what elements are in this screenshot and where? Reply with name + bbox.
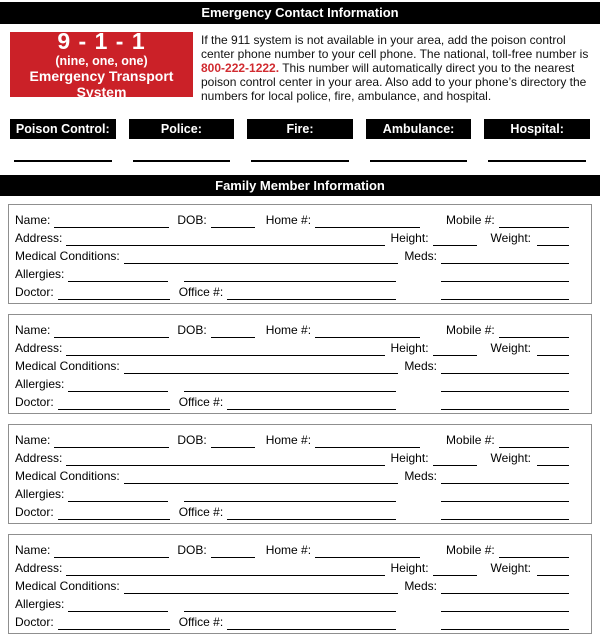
- doctor-label: Doctor:: [15, 615, 54, 629]
- dob-fill-line[interactable]: [211, 325, 255, 338]
- weight-label: Weight:: [490, 451, 531, 465]
- meds-fill-line[interactable]: [441, 581, 569, 594]
- contact-column-poison-control: [10, 119, 116, 162]
- intro-section: [10, 28, 590, 103]
- weight-fill-line[interactable]: [537, 563, 569, 576]
- name-fill-line[interactable]: [54, 215, 169, 228]
- allergies-overflow-fill-line[interactable]: [184, 599, 396, 612]
- home-phone-fill-line[interactable]: [315, 545, 420, 558]
- allergies-overflow-fill-line[interactable]: [184, 269, 396, 282]
- meds-overflow-fill-line-2[interactable]: [441, 287, 569, 300]
- office-phone-fill-line[interactable]: [227, 287, 396, 300]
- name-fill-line[interactable]: [54, 325, 169, 338]
- mobile-phone-label: Mobile #:: [446, 433, 495, 447]
- contact-column-hospital: [484, 119, 590, 162]
- family-member-card: [8, 204, 592, 304]
- allergies-label: Allergies:: [15, 597, 65, 611]
- mobile-phone-fill-line[interactable]: [499, 435, 569, 448]
- name-row: [15, 430, 585, 448]
- height-label: Height:: [390, 231, 429, 245]
- name-label: Name:: [15, 213, 51, 227]
- height-label: Height:: [390, 561, 429, 575]
- mobile-phone-fill-line[interactable]: [499, 325, 569, 338]
- weight-label: Weight:: [490, 341, 531, 355]
- meds-overflow-fill-line[interactable]: [441, 489, 569, 502]
- 911-number: 9 - 1 - 1: [57, 28, 146, 54]
- address-fill-line[interactable]: [66, 343, 384, 356]
- emergency-contacts-row: [10, 119, 590, 162]
- address-row: [15, 448, 585, 466]
- height-label: Height:: [390, 451, 429, 465]
- name-row: [15, 210, 585, 228]
- allergies-label: Allergies:: [15, 487, 65, 501]
- intro-text-before: If the 911 system is not available in your area, add the poison control center phone number to your cell phone. The national, toll-free number is: [201, 33, 589, 61]
- home-phone-label: Home #:: [265, 433, 312, 447]
- meds-overflow-fill-line-2[interactable]: [441, 617, 569, 630]
- office-phone-label: Office #:: [178, 615, 224, 629]
- emergency-contact-form: [0, 2, 600, 629]
- doctor-fill-line[interactable]: [58, 397, 170, 410]
- family-member-card: [8, 534, 592, 634]
- home-phone-fill-line[interactable]: [315, 325, 420, 338]
- doctor-label: Doctor:: [15, 505, 54, 519]
- medical-conditions-fill-line[interactable]: [124, 581, 399, 594]
- home-phone-label: Home #:: [265, 323, 312, 337]
- home-phone-label: Home #:: [265, 543, 312, 557]
- dob-label: DOB:: [177, 323, 207, 337]
- height-label: Height:: [390, 341, 429, 355]
- doctor-label: Doctor:: [15, 395, 54, 409]
- 911-number-words: (nine, one, one): [55, 54, 148, 68]
- doctor-row: [15, 502, 585, 520]
- office-phone-fill-line[interactable]: [227, 507, 396, 520]
- contact-fill-line-police[interactable]: [133, 160, 231, 162]
- contact-fill-line-poison-control[interactable]: [14, 160, 112, 162]
- dob-label: DOB:: [177, 213, 207, 227]
- medical-conditions-label: Medical Conditions:: [15, 469, 120, 483]
- header-title: Emergency Contact Information: [201, 5, 399, 20]
- meds-fill-line[interactable]: [441, 471, 569, 484]
- meds-overflow-fill-line-2[interactable]: [441, 507, 569, 520]
- meds-label: Meds:: [404, 579, 437, 593]
- mobile-phone-label: Mobile #:: [446, 323, 495, 337]
- allergies-fill-line[interactable]: [68, 599, 168, 612]
- intro-text-after: This number will automatically direct you to the nearest poison control center in your area. Also add to your phone’s directory the numbers for local police, fire, ambulance, and hospital.: [201, 61, 587, 103]
- meds-label: Meds:: [404, 469, 437, 483]
- allergies-label: Allergies:: [15, 377, 65, 391]
- meds-label: Meds:: [404, 359, 437, 373]
- meds-label: Meds:: [404, 249, 437, 263]
- intro-paragraph: [201, 32, 590, 103]
- contact-label-poison-control: Poison Control:: [10, 119, 116, 139]
- home-phone-label: Home #:: [265, 213, 312, 227]
- allergies-row: [15, 264, 585, 282]
- medical-conditions-row: [15, 576, 585, 594]
- address-fill-line[interactable]: [66, 563, 384, 576]
- name-row: [15, 320, 585, 338]
- header-bar: [0, 2, 600, 24]
- weight-fill-line[interactable]: [537, 453, 569, 466]
- allergies-fill-line[interactable]: [68, 269, 168, 282]
- doctor-fill-line[interactable]: [58, 507, 170, 520]
- medical-conditions-label: Medical Conditions:: [15, 359, 120, 373]
- allergies-row: [15, 594, 585, 612]
- weight-fill-line[interactable]: [537, 343, 569, 356]
- family-header-bar: [0, 175, 600, 196]
- contact-label-fire: Fire:: [247, 119, 353, 139]
- 911-subtitle: Emergency Transport System: [29, 68, 174, 100]
- contact-fill-line-hospital[interactable]: [488, 160, 586, 162]
- meds-fill-line[interactable]: [441, 361, 569, 374]
- allergies-fill-line[interactable]: [68, 379, 168, 392]
- address-row: [15, 558, 585, 576]
- office-phone-label: Office #:: [178, 505, 224, 519]
- dob-label: DOB:: [177, 543, 207, 557]
- doctor-label: Doctor:: [15, 285, 54, 299]
- meds-fill-line[interactable]: [441, 251, 569, 264]
- address-label: Address:: [15, 561, 63, 575]
- name-row: [15, 540, 585, 558]
- medical-conditions-fill-line[interactable]: [124, 361, 399, 374]
- family-header-title: Family Member Information: [215, 178, 385, 193]
- mobile-phone-fill-line[interactable]: [499, 215, 569, 228]
- dob-fill-line[interactable]: [211, 435, 255, 448]
- doctor-fill-line[interactable]: [58, 617, 170, 630]
- contact-label-ambulance: Ambulance:: [366, 119, 472, 139]
- family-member-list: [0, 204, 600, 634]
- medical-conditions-label: Medical Conditions:: [15, 579, 120, 593]
- contact-column-ambulance: [366, 119, 472, 162]
- dob-label: DOB:: [177, 433, 207, 447]
- allergies-row: [15, 374, 585, 392]
- contact-fill-line-ambulance[interactable]: [370, 160, 468, 162]
- home-phone-fill-line[interactable]: [315, 215, 420, 228]
- doctor-row: [15, 612, 585, 630]
- address-label: Address:: [15, 231, 63, 245]
- dob-fill-line[interactable]: [211, 545, 255, 558]
- medical-conditions-fill-line[interactable]: [124, 471, 399, 484]
- height-fill-line[interactable]: [433, 453, 477, 466]
- height-fill-line[interactable]: [433, 233, 477, 246]
- family-member-card: [8, 314, 592, 414]
- doctor-fill-line[interactable]: [58, 287, 170, 300]
- height-fill-line[interactable]: [433, 563, 477, 576]
- allergies-overflow-fill-line[interactable]: [184, 379, 396, 392]
- name-label: Name:: [15, 433, 51, 447]
- weight-label: Weight:: [490, 561, 531, 575]
- dob-fill-line[interactable]: [211, 215, 255, 228]
- allergies-fill-line[interactable]: [68, 489, 168, 502]
- meds-overflow-fill-line[interactable]: [441, 379, 569, 392]
- weight-label: Weight:: [490, 231, 531, 245]
- medical-conditions-row: [15, 356, 585, 374]
- name-label: Name:: [15, 323, 51, 337]
- address-fill-line[interactable]: [66, 453, 384, 466]
- medical-conditions-label: Medical Conditions:: [15, 249, 120, 263]
- contact-label-police: Police:: [129, 119, 235, 139]
- address-row: [15, 338, 585, 356]
- office-phone-label: Office #:: [178, 395, 224, 409]
- contact-label-hospital: Hospital:: [484, 119, 590, 139]
- allergies-label: Allergies:: [15, 267, 65, 281]
- name-fill-line[interactable]: [54, 435, 169, 448]
- office-phone-fill-line[interactable]: [227, 617, 396, 630]
- doctor-row: [15, 282, 585, 300]
- contact-column-police: [129, 119, 235, 162]
- contact-column-fire: [247, 119, 353, 162]
- doctor-row: [15, 392, 585, 410]
- medical-conditions-row: [15, 466, 585, 484]
- name-fill-line[interactable]: [54, 545, 169, 558]
- family-member-card: [8, 424, 592, 524]
- meds-overflow-fill-line-2[interactable]: [441, 397, 569, 410]
- emergency-911-box: [10, 28, 193, 100]
- meds-overflow-fill-line[interactable]: [441, 269, 569, 282]
- allergies-overflow-fill-line[interactable]: [184, 489, 396, 502]
- allergies-row: [15, 484, 585, 502]
- home-phone-fill-line[interactable]: [315, 435, 420, 448]
- medical-conditions-row: [15, 246, 585, 264]
- name-label: Name:: [15, 543, 51, 557]
- mobile-phone-fill-line[interactable]: [499, 545, 569, 558]
- office-phone-fill-line[interactable]: [227, 397, 396, 410]
- mobile-phone-label: Mobile #:: [446, 213, 495, 227]
- medical-conditions-fill-line[interactable]: [124, 251, 399, 264]
- mobile-phone-label: Mobile #:: [446, 543, 495, 557]
- contact-fill-line-fire[interactable]: [251, 160, 349, 162]
- meds-overflow-fill-line[interactable]: [441, 599, 569, 612]
- address-label: Address:: [15, 341, 63, 355]
- weight-fill-line[interactable]: [537, 233, 569, 246]
- address-fill-line[interactable]: [66, 233, 384, 246]
- office-phone-label: Office #:: [178, 285, 224, 299]
- height-fill-line[interactable]: [433, 343, 477, 356]
- poison-control-phone-number: 800-222-1222.: [201, 61, 280, 75]
- address-row: [15, 228, 585, 246]
- address-label: Address:: [15, 451, 63, 465]
